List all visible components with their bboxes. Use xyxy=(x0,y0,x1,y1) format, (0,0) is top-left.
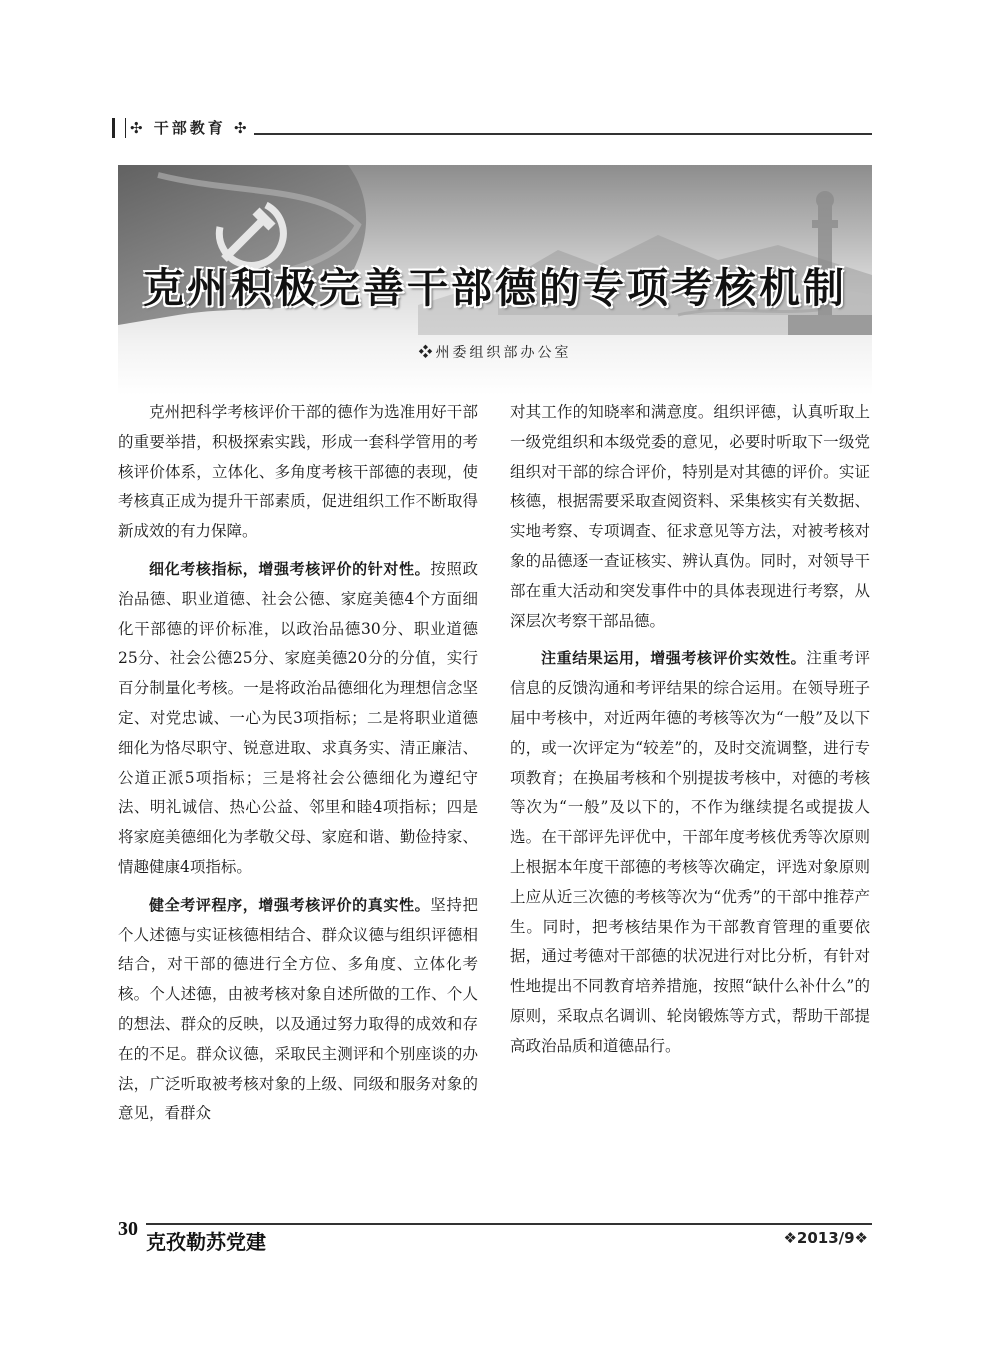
left-column xyxy=(118,398,478,1137)
paragraph-intro: 克州把科学考核评价干部的德作为选准用好干部的重要举措，积极探索实践，形成一套科学管用的考核评价体系，立体化、多角度考核干部德的表现，使考核真正成为提升干部素质，促进组织工作不断取得新成效的有力保障。 xyxy=(118,403,478,541)
paragraph-indicators xyxy=(118,555,478,883)
paragraph-continued: 对其工作的知晓率和满意度。组织评德，认真听取上一级党组织和本级党委的意见，必要时听取下一级党组织对干部的综合评价，特别是对其德的评价。实证核德，根据需要采取查阅资料、采集核实有关数据、实地考察、专项调查、征求意见等方法，对被考核对象的品德逐一查证核实、辨认真伪。同时，对领导干部在重大活动和突发事件中的具体表现进行考察，从深层次考察干部品德。 xyxy=(510,403,870,630)
issue-number: ❖2013/9❖ xyxy=(783,1229,868,1247)
paragraph-body: 注重考评信息的反馈沟通和考评结果的综合运用。在领导班子届中考核中，对近两年德的考核等次为“一般”及以下的，或一次评定为“较差”的，及时交流调整，进行专项教育；在换届考核和个别提拔考核中，对德的考核等次为“一般”及以下的，不作为继续提名或提拔人选。在干部评先评优中，干部年度考核优秀等次原则上根据本年度干部德的考核等次确定，评选对象原则上应从近三次德的考核等次为“优秀”的干部中推荐产生。同时，把考核结果作为干部教育管理的重要依据，通过考德对干部德的状况进行对比分析，有针对性地提出不同教育培养措施，按照“缺什么补什么”的原则，采取点名调训、轮岗锻炼等方式，帮助干部提高政治品质和道德品行。 xyxy=(510,649,870,1055)
article-byline: ❖州委组织部办公室 xyxy=(418,345,572,361)
footer-rule xyxy=(146,1223,872,1225)
paragraph-results xyxy=(510,644,870,1061)
page-number: 30 xyxy=(118,1218,138,1240)
paragraph-heading: 健全考评程序，增强考核评价的真实性。 xyxy=(149,895,431,914)
header-rule xyxy=(254,133,872,135)
magazine-name: 克孜勒苏党建 xyxy=(146,1230,266,1254)
section-header xyxy=(112,116,872,140)
paragraph-heading: 注重结果运用，增强考核评价实效性。 xyxy=(541,649,807,668)
title-banner xyxy=(118,165,872,395)
section-label: ✣ 干部教育 ✣ xyxy=(130,119,250,137)
header-ornament xyxy=(112,118,126,138)
article-title: 克州积极完善干部德的专项考核机制 xyxy=(143,264,847,312)
paragraph-procedure xyxy=(118,891,478,1129)
paragraph-body: 坚持把个人述德与实证核德相结合、群众议德与组织评德相结合，对干部的德进行全方位、多角度、立体化考核。个人述德，由被考核对象自述所做的工作、个人的想法、群众的反映，以及通过努力取得的成效和存在的不足。群众议德，采取民主测评和个别座谈的办法，广泛听取被考核对象的上级、同级和服务对象的意见，看群众 xyxy=(118,895,478,1123)
right-column xyxy=(510,398,870,1070)
paragraph-heading: 细化考核指标，增强考核评价的针对性。 xyxy=(149,559,431,578)
page-footer xyxy=(118,1218,872,1252)
paragraph-body: 按照政治品德、职业道德、社会公德、家庭美德4个方面细化干部德的评价标准，以政治品德30分、职业道德25分、社会公德25分、家庭美德20分的分值，实行百分制量化考核。一是将政治品德细化为理想信念坚定、对党忠诚、一心为民3项指标；二是将职业道德细化为恪尽职守、锐意进取、求真务实、清正廉洁、公道正派5项指标；三是将社会公德细化为遵纪守法、明礼诚信、热心公益、邻里和睦4项指标；四是将家庭美德细化为孝敬父母、家庭和谐、勤俭持家、情趣健康4项指标。 xyxy=(118,559,478,876)
